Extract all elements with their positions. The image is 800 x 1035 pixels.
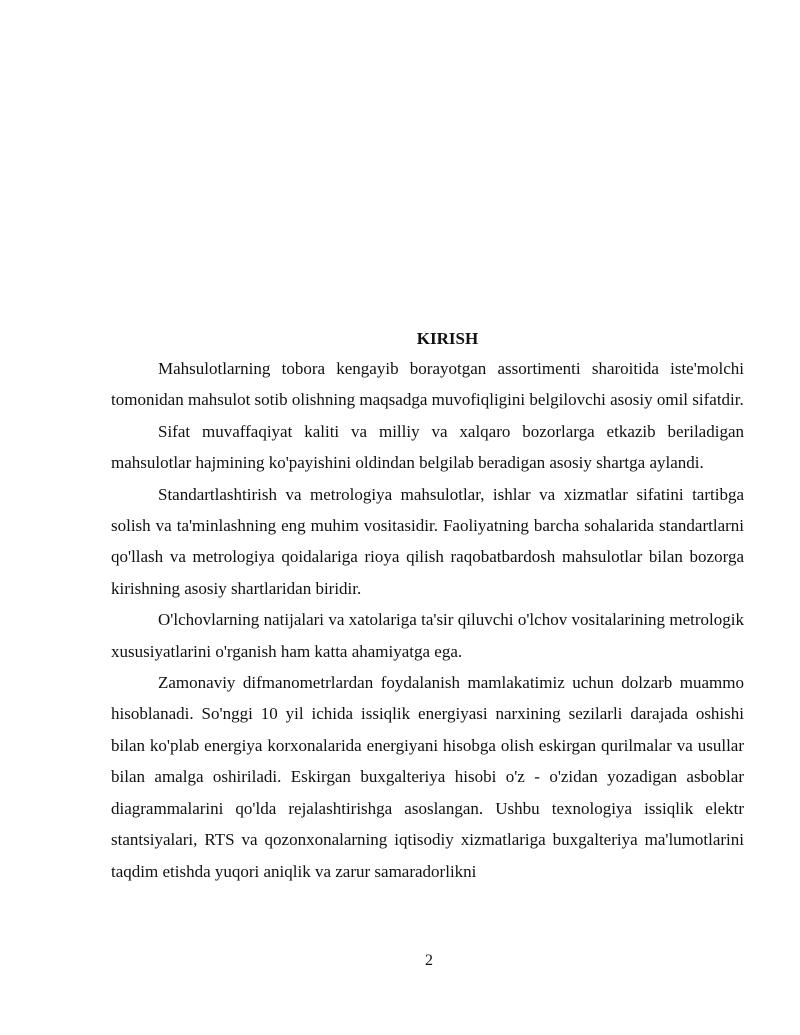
paragraph-5: Zamonaviy difmanometrlardan foydalanish mamlakatimiz uchun dolzarb muammo hisoblanadi. So'nggi 10 yil ichida issiqlik energiyasi narxining sezilarli darajada oshishi bilan ko'plab energiya korxonalarida energiyani hisobga olish eskirgan qurilmalar va usullar bilan amalga oshiriladi. Eskirgan buxgalteriya hisobi o'z - o'zidan yozadigan asboblar diagrammalarini qo'lda rejalashtirishga asoslangan. Ushbu texnologiya issiqlik elektr stantsiyalari, RTS va qozonxonalarning iqtisodiy xizmatlariga buxgalteriya ma'lumotlarini taqdim etishda yuqori aniqlik va zarur samaradorlikni xyxy=(111,673,744,881)
paragraph-1: Mahsulotlarning tobora kengayib borayotgan assortimenti sharoitida iste'molchi tomonidan mahsulot sotib olishning maqsadga muvofiqligini belgilovchi asosiy omil sifatdir. xyxy=(111,359,744,410)
document-body xyxy=(111,325,744,887)
section-heading: KIRISH xyxy=(416,329,479,348)
paragraph-4: O'lchovlarning natijalari va xatolariga ta'sir qiluvchi o'lchov vositalarining metrologik xususiyatlarini o'rganish ham katta ahamiyatga ega. xyxy=(111,610,744,661)
page-number: 2 xyxy=(425,952,433,969)
paragraph-3: Standartlashtirish va metrologiya mahsulotlar, ishlar va xizmatlar sifatini tartibga solish va ta'minlashning eng muhim vositasidir. Faoliyatning barcha sohalarida standartlarni qo'llash va metrologiya qoidalariga rioya qilish raqobatbardosh mahsulotlar bilan bozorga kirishning asosiy shartlaridan biridir. xyxy=(111,484,744,598)
paragraph-2: Sifat muvaffaqiyat kaliti va milliy va xalqaro bozorlarga etkazib beriladigan mahsulotlar hajmining ko'payishini oldindan belgilab beradigan asosiy shartga aylandi. xyxy=(111,421,744,473)
